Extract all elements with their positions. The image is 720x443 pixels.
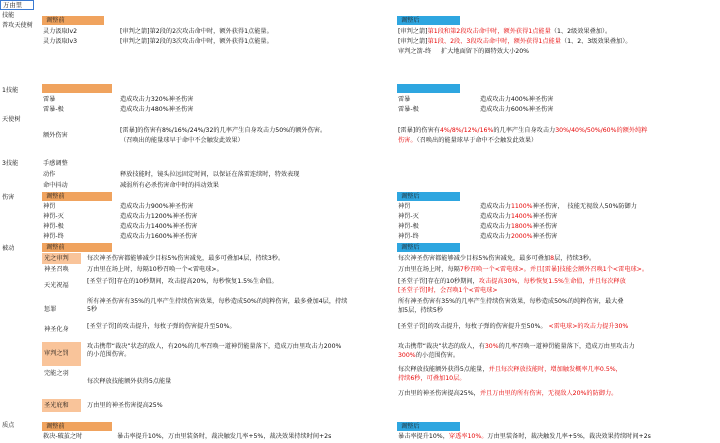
passive-name: 神圣召唤 <box>44 266 69 273</box>
damage-label: 伤害 <box>2 194 15 201</box>
header-after-color <box>397 84 460 93</box>
row-desc: 造成攻击力900%神圣伤害 <box>120 203 194 210</box>
row-name: 神罚-终 <box>43 233 64 240</box>
passive-name: 完能之羽 <box>44 370 69 377</box>
after-desc: 万由里在场上时，每隔7秒召唤一个<雷电球>。并且[雷暴]技能会额外召唤1个<雷电球>。 <box>398 266 649 273</box>
after-desc: 造成攻击力400%神圣伤害 <box>480 96 554 103</box>
passive-name: 圣光庇和 <box>44 402 69 409</box>
after-name: 雷暴 <box>398 96 411 103</box>
skill1-label: 1技能 <box>2 87 19 94</box>
skill3-label: 3技能 <box>2 160 19 167</box>
header-before: 调整前 <box>42 243 112 252</box>
after-name: 神罚-灭 <box>398 213 419 220</box>
after-desc: [雷暴]的伤害有4%/8%/12%/16%的几率产生自身攻击力30%/40%/50%/60%的额外纯粹 <box>398 127 648 134</box>
after-desc: [审判之箭]第1段和第2段攻击命中时，额外获得1点能量（1、2级效果叠加）。 <box>398 28 612 35</box>
after-desc: 每次释放技能额外获得5点能量，并且每次释放技能时，增加触发概率几率0.5%， <box>398 366 622 373</box>
row-name: 额外伤害 <box>43 132 68 139</box>
row-desc: 造成攻击力1400%神圣伤害 <box>120 223 198 230</box>
after-desc: 伤害。（召唤出的能量球早于命中不会触发此效果） <box>398 137 538 144</box>
row-name: 神罚-极 <box>43 223 64 230</box>
row-desc: [审判之箭]第2段的2次攻击命中时，额外获得1点能量。 <box>120 28 273 35</box>
row-name: 神罚 <box>43 203 56 210</box>
after-desc: 持续6秒，可叠加10层。 <box>398 375 466 382</box>
row-desc: [雷暴]的伤害有8%/16%/24%/32的几率产生自身攻击力50%的额外伤害。 <box>120 127 327 134</box>
row-desc: 造成攻击力1200%神圣伤害 <box>120 213 198 220</box>
sheet-title[interactable]: 万由里 <box>0 0 34 10</box>
passive-name: 审判之罚 <box>44 350 69 357</box>
header-after: 调整后 <box>397 422 460 431</box>
skill-label: 技能 <box>2 12 15 19</box>
after-name: 雷暴-极 <box>398 106 419 113</box>
after-desc: 攻击携带“裁决”状态的敌人，有30%的几率召唤一道神罚能量落下，造成万由里攻击力 <box>398 343 635 350</box>
row-name: 雷暴 <box>43 96 56 103</box>
trait-desc: 暴击率提升10%，万由里装备时，裁决触发几率+5%，裁决效果持续时间+2s <box>117 433 332 440</box>
after-desc: 暴击率提升10%，穿透率10%。万由里装备时，裁决触发几率+5%，裁决效果持续时间+2s <box>398 433 651 440</box>
after-desc: 每次神圣伤害都能够减少目标5%伤害减免，最多可叠加8层，持续3秒。 <box>398 255 596 262</box>
header-before-color <box>42 84 112 93</box>
row-name: 灵力汲取lv3 <box>43 38 78 45</box>
after-desc: [圣堂子罚]存在的10秒期间，攻击提高30%，每秒恢复1.5%生命值，并且每次释放 <box>398 278 626 285</box>
after-name: 神罚 <box>398 203 411 210</box>
after-desc: 万由里的神圣伤害提高25%，并且万由里的所有伤害，无视敌人20%的防御力。 <box>398 390 618 397</box>
row-name: 动作 <box>43 171 56 178</box>
passive-desc: 每次神圣伤害都能够减少目标5%伤害减免，最多可叠加4层，持续3秒。 <box>87 255 285 262</box>
after-desc: 所有神圣伤害有35%的几率产生持续伤害效果，每秒造成50%的纯粹伤害，最大叠 <box>398 298 624 305</box>
after-desc: [圣堂子罚]的攻击提升，每枚子弹的伤害提升至50%。 <雷电球>的攻击力提升30% <box>398 323 629 330</box>
row-desc: 造成攻击力1600%神圣伤害 <box>120 233 198 240</box>
skill1-tree: 天使树 <box>2 116 21 123</box>
passive-desc: 所有神圣伤害有35%的几率产生持续伤害效果，每秒造成50%的纯粹伤害，最多叠加4层，持续5秒 <box>87 298 348 314</box>
after-desc: [审判之箭]第1段、2段、3段攻击命中时，额外获得1点能量（1、2、3级效果叠加）。 <box>398 38 632 45</box>
passive-name: 神圣化身 <box>44 326 69 333</box>
row-name: 神罚-灭 <box>43 213 64 220</box>
after-name: 神罚-终 <box>398 233 419 240</box>
row-note: （召唤出的能量球早于命中不会触发此效果） <box>120 137 244 144</box>
header-after: 调整后 <box>397 192 460 201</box>
passive-desc: 每次释放技能额外获得5点能量 <box>87 378 172 385</box>
after-desc: 300%的小范围伤害。 <box>398 352 460 359</box>
passive-name: 天光祝福 <box>44 282 69 289</box>
row-desc: 减弱所有必杀伤害命中时的抖动效果 <box>120 182 219 189</box>
passive-desc: 万由里在场上时，每隔10秒召唤一个<雷电球>。 <box>87 266 223 273</box>
after-desc: [圣堂子罚]时，会召唤1个<雷电球> <box>398 287 498 294</box>
traits-label: 质点 <box>2 422 15 429</box>
row-name: 雷暴-极 <box>43 106 64 113</box>
row-name: 灵力汲取lv2 <box>43 28 78 35</box>
after-desc: 审判之箭-终 扩大地面留下的圈特效大小20% <box>398 48 530 55</box>
section-label: 普攻天使树 <box>2 22 33 29</box>
row-desc: 造成攻击力480%神圣伤害 <box>120 106 194 113</box>
row-name: 手感调整 <box>43 160 68 167</box>
after-desc: 造成攻击力1800%神圣伤害 <box>480 223 558 230</box>
after-desc: 造成攻击力2000%神圣伤害 <box>480 233 558 240</box>
passive-name: 光之审判 <box>44 255 69 262</box>
header-before: 调整前 <box>42 192 112 201</box>
after-desc: 造成攻击力1400%神圣伤害 <box>480 213 558 220</box>
row-desc: 造成攻击力320%神圣伤害 <box>120 96 194 103</box>
passive-desc: 万由里的神圣伤害提高25% <box>87 402 163 409</box>
row-desc: [审判之箭]第2段的3次攻击命中时，额外获得1点能量。 <box>120 38 273 45</box>
after-desc: 造成攻击力600%神圣伤害 <box>480 106 554 113</box>
passive-label: 被动 <box>2 245 15 252</box>
passive-desc: [圣堂子罚]的攻击提升，每枚子弹的伤害提升至50%。 <box>87 323 236 330</box>
passive-name: 惩罪 <box>44 306 57 313</box>
passive-desc: 攻击携带“裁决”状态的敌人，有20%的几率召唤一道神罚能量落下，造成万由里攻击力200%的小范围伤害。 <box>87 343 342 359</box>
after-name: 神罚-极 <box>398 223 419 230</box>
header-before: 调整前 <box>42 422 112 431</box>
row-name: 命中抖动 <box>43 182 68 189</box>
row-desc: 释放技能时，镜头拉远固定时间，以保证在落雷连续时，特效表现 <box>120 171 300 178</box>
passive-desc: [圣堂子罚]存在的10秒期间，攻击提高20%，每秒恢复1.5%生命值。 <box>87 278 278 285</box>
header-after: 调整后 <box>397 243 460 252</box>
after-desc: 加5层，持续5秒 <box>398 307 443 314</box>
trait-name: 救决-破茧之时 <box>43 433 83 440</box>
after-desc: 造成攻击力1100%神圣伤害， 技能无视敌人50%防御力 <box>480 203 637 210</box>
header-before: 调整前 <box>42 16 104 25</box>
header-after: 调整后 <box>397 16 460 25</box>
